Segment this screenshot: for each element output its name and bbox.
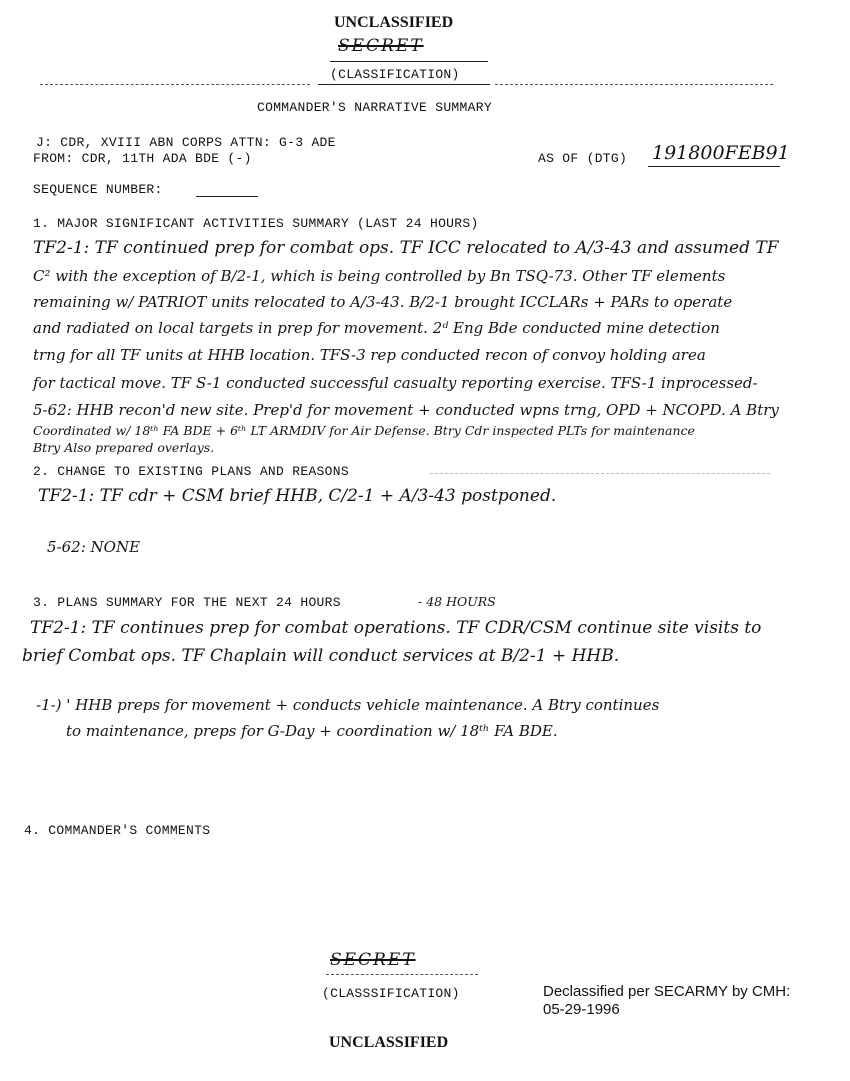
- header-dashed-rule-right: [495, 84, 773, 85]
- section1-line: 5-62: HHB recon'd new site. Prep'd for movement + conducted wpns trng, OPD + NCOPD. A Btry: [33, 401, 779, 419]
- section1-line: TF2-1: TF continued prep for combat ops. TF ICC relocated to A/3-43 and assumed TF: [33, 238, 779, 258]
- sequence-label: SEQUENCE NUMBER:: [33, 182, 163, 197]
- section1-line: C² with the exception of B/2-1, which is being controlled by Bn TSQ-73. Other TF elements: [33, 267, 726, 285]
- section1-line: and radiated on local targets in prep for movement. 2ᵈ Eng Bde conducted mine detection: [33, 319, 720, 337]
- struck-classification-marking-footer: SECRET: [330, 950, 416, 970]
- section2-562-line: 5-62: NONE: [47, 538, 141, 556]
- section3-handwritten-note: - 48 HOURS: [418, 594, 496, 609]
- classification-label-bottom: (CLASSSIFICATION): [322, 986, 460, 1001]
- sequence-blank: [196, 196, 258, 197]
- section2-faint-rule: [430, 473, 770, 474]
- section3-tf-line: TF2-1: TF continues prep for combat operations. TF CDR/CSM continue site visits to: [30, 618, 762, 638]
- section4-heading: 4. COMMANDER'S COMMENTS: [24, 823, 211, 838]
- footer-classification-line: [326, 974, 478, 975]
- dtg-underline: [648, 166, 780, 167]
- section1-line: Btry Also prepared overlays.: [33, 440, 215, 455]
- document-title: COMMANDER'S NARRATIVE SUMMARY: [257, 100, 492, 115]
- classification-top: UNCLASSIFIED: [334, 14, 454, 31]
- classification-line: [330, 61, 488, 62]
- classification-bottom: UNCLASSIFIED: [329, 1034, 449, 1051]
- section3-562-line: -1-) ' HHB preps for movement + conducts vehicle maintenance. A Btry continues: [36, 696, 660, 714]
- classification-label-top: (CLASSIFICATION): [330, 67, 460, 82]
- section2-tf-line: TF2-1: TF cdr + CSM brief HHB, C/2-1 + A/3-43 postponed.: [38, 486, 557, 506]
- section1-line: remaining w/ PATRIOT units relocated to A/3-43. B/2-1 brought ICCLARs + PARs to operate: [33, 293, 733, 311]
- section1-heading: 1. MAJOR SIGNIFICANT ACTIVITIES SUMMARY (LAST 24 HOURS): [33, 216, 479, 231]
- section3-tf-line: brief Combat ops. TF Chaplain will conduct services at B/2-1 + HHB.: [22, 646, 620, 666]
- header-dashed-rule-left: [40, 84, 310, 85]
- from-line: FROM: CDR, 11TH ADA BDE (-): [33, 151, 252, 166]
- struck-classification-marking: SECRET: [338, 36, 424, 56]
- section1-line: for tactical move. TF S-1 conducted successful casualty reporting exercise. TFS-1 inprocessed-: [33, 374, 758, 392]
- section3-562-line: to maintenance, preps for G-Day + coordination w/ 18ᵗʰ FA BDE.: [66, 722, 558, 740]
- section1-line: Coordinated w/ 18ᵗʰ FA BDE + 6ᵗʰ LT ARMDIV for Air Defense. Btry Cdr inspected PLTs for maintenance: [33, 423, 695, 438]
- section2-heading: 2. CHANGE TO EXISTING PLANS AND REASONS: [33, 464, 349, 479]
- section3-heading: 3. PLANS SUMMARY FOR THE NEXT 24 HOURS: [33, 595, 341, 610]
- section1-line: trng for all TF units at HHB location. TFS-3 rep conducted recon of convoy holding area: [33, 346, 706, 364]
- header-rule: [318, 84, 490, 85]
- as-of-dtg: 191800FEB91: [652, 142, 790, 164]
- declassification-stamp-line1: Declassified per SECARMY by CMH:: [543, 983, 791, 1000]
- to-line: J: CDR, XVIII ABN CORPS ATTN: G-3 ADE: [36, 135, 336, 150]
- as-of-label: AS OF (DTG): [538, 151, 628, 166]
- declassification-stamp-line2: 05-29-1996: [543, 1001, 620, 1018]
